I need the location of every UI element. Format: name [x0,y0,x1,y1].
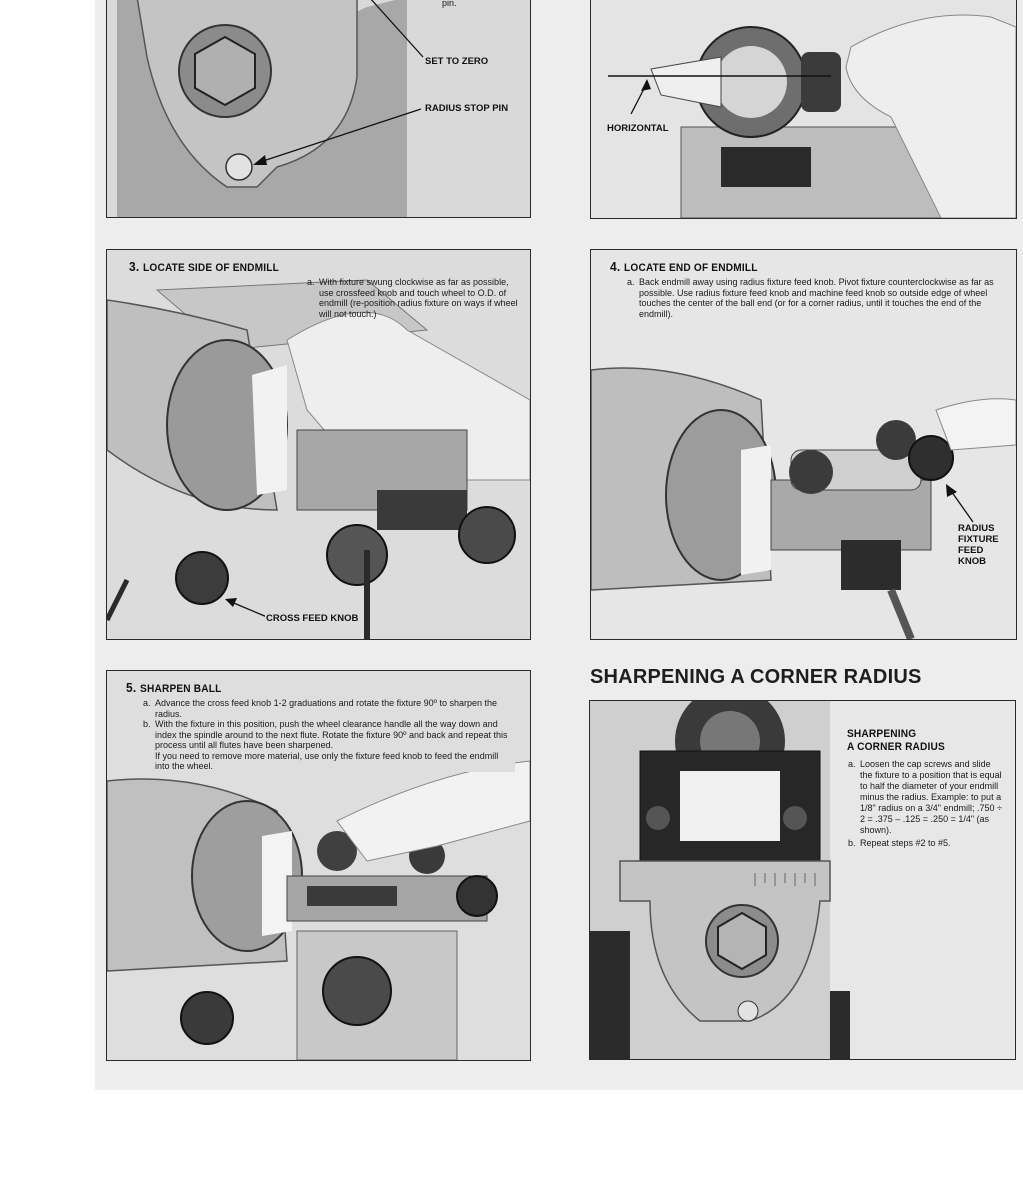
step-3-item-a [307,277,519,319]
step-4-title [610,259,758,274]
step-5-heading: SHARPEN BALL [140,683,222,695]
photo-panel-horizontal [590,0,1017,219]
step-4-number: 4. [610,259,621,274]
step-5-item-a [143,698,515,719]
step-5-item-a-marker: a. [143,698,151,708]
step-5-note [143,751,515,772]
step-4-item-a-text: Back endmill away using radius fixture feed knob. Pivot fixture counterclockwise as far as possible. Use radius fixture feed knob and machine feed knob so outside edge of wheel touches the center of the ball end (or for a corner radius, until it touches the end of the endmill). [639,277,994,319]
section-heading-corner-radius: SHARPENING A CORNER RADIUS [590,666,922,688]
step-5-note-text: If you need to remove more material, use only the fixture feed knob to feed the endmill into the wheel. [155,750,499,771]
label-horizontal: HORIZONTAL [607,123,669,134]
step-4-item-a [627,277,999,319]
step-3-panel [106,249,531,640]
step-3-heading: LOCATE SIDE OF ENDMILL [143,262,280,274]
corner-radius-item-b-text: Repeat steps #2 to #5. [860,838,951,848]
step-5-item-b-text: With the fixture in this position, push the wheel clearance handle all the way down and index the spindle around to the next flute. Rotate the fixture 90º and back and repeat this process until all flutes have been sharpened. [155,719,508,750]
step-3-item-a-text: With fixture swung clockwise as far as possible, use crossfeed knob and touch wheel to O.D. of endmill (re-position radius fixture on ways if wheel will not touch.) [319,277,518,319]
step-5-number: 5. [126,680,137,695]
endmill-holder-photo [591,0,1016,218]
partial-text-pin: pin. [442,0,457,8]
step-5-panel [106,670,531,1061]
label-radius-stop-pin: RADIUS STOP PIN [425,103,509,114]
corner-radius-item-a-text: Loosen the cap screws and slide the fixture to a position that is equal to half the diameter of your endmill minus the radius. Example: to put a 1/8" radius on a 3/4" endmill; .750 ÷ 2 = .375 – .125 = .250 = 1/4" (as shown). [860,759,1002,835]
corner-radius-instructions [848,759,1003,849]
step-4-panel [590,249,1017,640]
corner-radius-item-a-marker: a. [848,759,856,769]
step-5-instructions [143,698,515,772]
corner-radius-item-a [848,759,1003,836]
step-5-item-a-text: Advance the cross feed knob 1-2 graduations and rotate the fixture 90º to sharpen the radius. [155,698,498,719]
corner-radius-item-b-marker: b. [848,838,856,848]
step-5-item-b-marker: b. [143,719,151,729]
step-4-heading: LOCATE END OF ENDMILL [624,262,758,274]
photo-panel-set-to-zero [106,0,531,218]
step-5-item-b [143,719,515,751]
step-4-instructions [627,277,999,319]
corner-radius-title: SHARPENING A CORNER RADIUS [847,728,945,753]
step-3-title [129,259,279,274]
label-cross-feed-knob: CROSS FEED KNOB [266,613,359,624]
corner-radius-item-b [848,838,1003,849]
step-3-number: 3. [129,259,140,274]
corner-radius-panel [589,700,1016,1060]
step-5-title [126,680,222,695]
label-set-to-zero: SET TO ZERO [425,56,489,67]
step-5-note-marker [143,751,155,772]
corner-radius-photo [590,701,1015,1059]
step-4-item-a-marker: a. [627,277,635,287]
step-3-item-a-marker: a. [307,277,315,287]
label-radius-fixture-feed-knob: RADIUS FIXTURE FEED KNOB [958,523,999,567]
step-3-instructions [307,277,519,319]
